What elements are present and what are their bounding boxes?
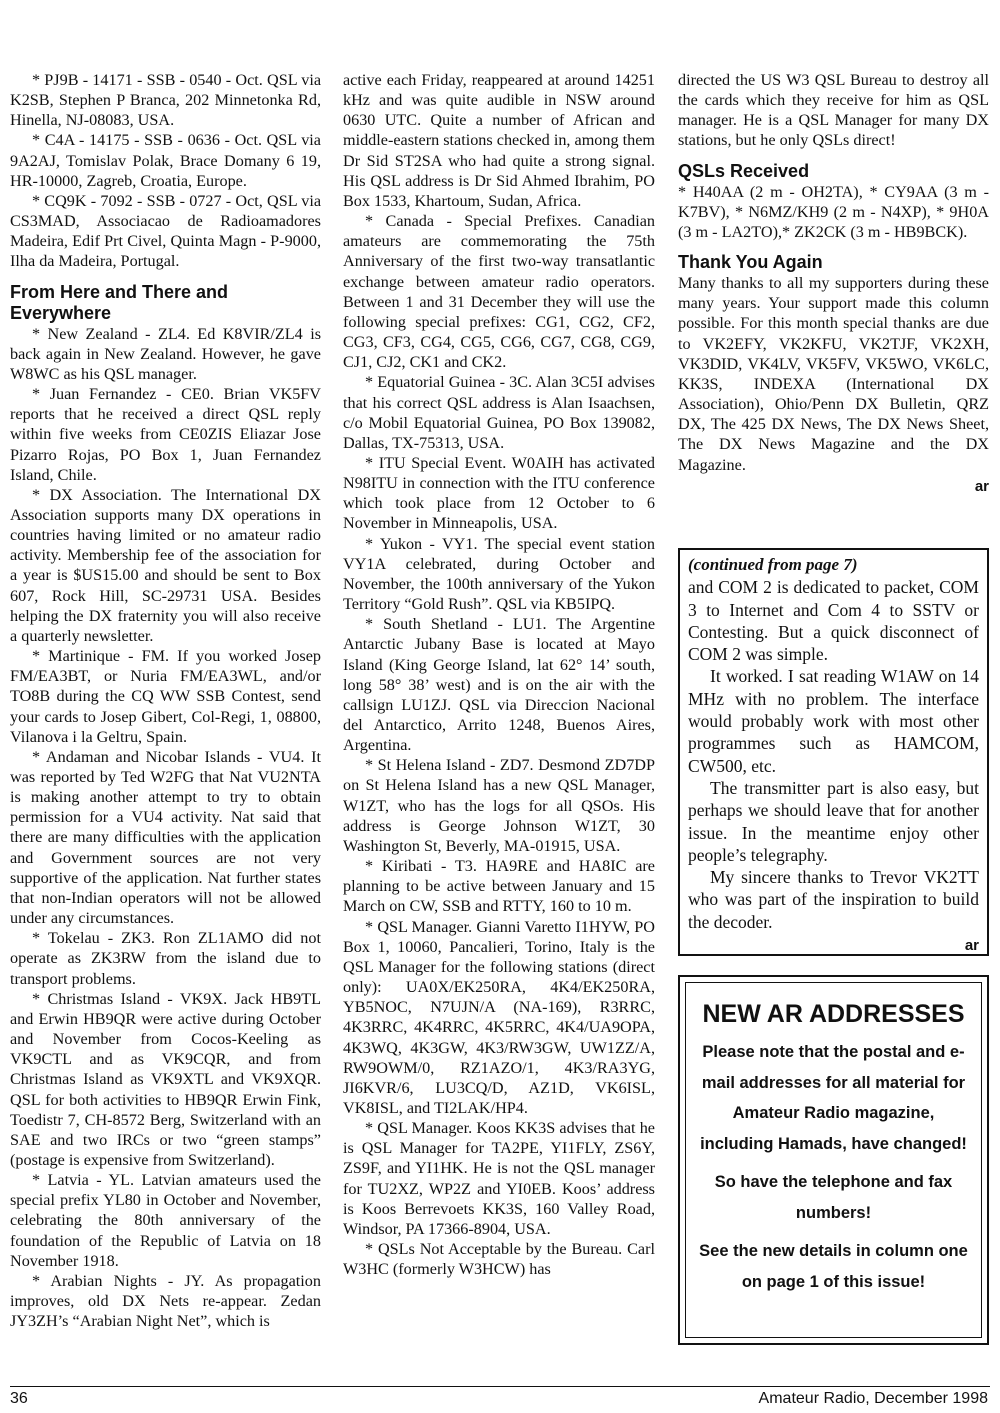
news-south-shetland: * South Shetland - LU1. The Argentine Antarctic Jubany Base is located at Mayo Island (King George Island, lat 62° 14’ south, long 58° 38’ west) and is on the air with the callsign LU1ZJ. QSL via Direccion Nacional del Antarctico, Arrito 1248, Buenos Aires, Argentina. <box>343 615 655 755</box>
column-three <box>678 70 989 497</box>
notice-message-3: See the new details in column one on page 1 of this issue! <box>699 1242 968 1291</box>
column-one <box>10 70 321 1331</box>
qsl-bureau-continued: directed the US W3 QSL Bureau to destroy all the cards which they receive for him as QSL manager. He is a QSL Manager for many DX stations, but he only QSLs direct! <box>678 71 989 150</box>
page-number: 36 <box>10 1390 28 1407</box>
notice-message-2: So have the telephone and fax numbers! <box>714 1173 953 1222</box>
notice-message-1: Please note that the postal and e-mail addresses for all material for Amateur Radio magazine, including Hamads, have changed! <box>700 1043 967 1153</box>
continued-para-2: It worked. I sat reading W1AW on 14 MHz with no problem. The interface would probably work with most other programmes such as HAMCOM, CW500, etc. <box>688 666 979 776</box>
qsl-item-pj9b: * PJ9B - 14171 - SSB - 0540 - Oct. QSL via K2SB, Stephen P Branca, 202 Minnetonka Rd, Hinella, NJ-08083, USA. <box>10 71 321 130</box>
news-itu-special-event: * ITU Special Event. W0AIH has activated N98ITU in connection with the ITU conference which took place from 12 October to 6 November in Minneapolis, USA. <box>343 453 655 533</box>
news-st-helena: * St Helena Island - ZD7. Desmond ZD7DP on St Helena Island has a new QSL Manager, W1ZT, who has the logs for all QSOs. His address is George Johnson W1ZT, 30 Washington St, Beverly, MA-01915, USA. <box>343 756 655 855</box>
continued-from-label: (continued from page 7) <box>688 555 858 574</box>
news-kiribati: * Kiribati - T3. HA9RE and HA8IC are planning to be active between January and 15 March on CW, SSB and RTTY, 160 to 10 m. <box>343 857 655 916</box>
news-tokelau: * Tokelau - ZK3. Ron ZL1AMO did not operate as ZK3RW from the island due to transport problems. <box>10 929 321 988</box>
news-arabian-nights: * Arabian Nights - JY. As propagation improves, old DX Nets re-appear. Zedan JY3ZH’s “Arabian Night Net”, which is <box>10 1271 321 1331</box>
section-heading-qsls-received: QSLs Received <box>678 160 810 181</box>
footer-divider <box>10 1386 990 1387</box>
continued-signature: ar <box>964 937 979 955</box>
news-andaman-nicobar: * Andaman and Nicobar Islands - VU4. It was reported by Ted W2FG that Nat VU2NTA is making another attempt to try to obtain permission for a VU4 activity. Nat said that there are many difficulties with the application and Government sources are not very supportive of the application. Nat further states that non-Indian operators will not be allowed under any circumstances. <box>10 747 321 928</box>
continued-box <box>678 548 989 956</box>
qsl-item-cq9k: * CQ9K - 7092 - SSB - 0727 - Oct, QSL via CS3MAD, Associacao de Radioamadores Madeira, Edif Prt Civel, Quinta Magn - P-9000, Ilha da Madeira, Portugal. <box>10 191 321 271</box>
thank-you-text: Many thanks to all my supporters during these many years. Your support made this column possible. For this month special thanks are due to VK2EFY, VK2KFU, VK2TJF, VK2XH, VK3DID, VK4LV, VK5FV, VK5WO, VK6LC, KK3S, INDEXA (International DX Association), Ohio/Penn DX Bulletin, QRZ DX, The 425 DX News, The DX News Sheet, The DX News Magazine and the DX Magazine. <box>678 274 989 474</box>
continued-para-4: My sincere thanks to Trevor VK2TT who was part of the inspiration to build the decoder. <box>688 867 979 932</box>
news-equatorial-guinea: * Equatorial Guinea - 3C. Alan 3C5I advises that his correct QSL address is Alan Isaachsen, c/o Mobil Equatorial Guinea, PO Box 139082, Dallas, TX-75313, USA. <box>343 373 655 452</box>
continued-para-3: The transmitter part is also easy, but perhaps we should leave that for another issue. In the meantime enjoy other people’s telegraphy. <box>688 777 979 865</box>
qsl-item-c4a: * C4A - 14175 - SSB - 0636 - Oct. QSL via 9A2AJ, Tomislav Polak, Brace Domany 6 19, HR-10000, Zagreb, Croatia, Europe. <box>10 131 321 190</box>
news-qsls-not-acceptable: * QSLs Not Acceptable by the Bureau. Carl W3HC (formerly W3HCW) has <box>343 1240 655 1279</box>
publication-info: Amateur Radio, December 1998 <box>758 1390 988 1407</box>
news-dx-association: * DX Association. The International DX Association supports many DX operations in countries having limited or no amateur radio activity. Membership fee of the association for a year is $US15.00 and should be sent to Box 607, Rock Hill, SC-29731 USA. Besides helping the DX fraternity you will also receive a quarterly newsletter. <box>10 485 321 645</box>
news-martinique: * Martinique - FM. If you worked Josep FM/EA3BT, or Nuria FM/EA3WL, and/or TO8B during the CQ WW SSB Contest, send your cards to Josep Gibert, Col-Regi, 1, 08800, Vilanova i la Geltru, Spain. <box>10 647 321 746</box>
section-heading-thank-you: Thank You Again <box>678 252 823 273</box>
news-qsl-manager-i1hyw: * QSL Manager. Gianni Varetto I1HYW, PO Box 1, 10060, Pancalieri, Torino, Italy is the QSL Manager for the following stations (direct only): UA0X/EK250RA, 4K4/EK250RA, YB5NOC, N7UJN/A (NA-169), R3RRC, 4K3RRC, 4K4RRC, 4K5RRC, 4K4/UA9OPA, 4K3WQ, 4K3GW, 4K3/RW3GW, UW1ZZ/A, RW9OWM/0, RZ1AZO/1, 4K3/RA3YG, JI6KVR/6, LU3CQ/D, AZ1D, VK6ISL, VK8ISL, and TI2LAK/HP4. <box>343 917 655 1117</box>
new-addresses-notice <box>678 975 989 1345</box>
column-two <box>343 70 655 1279</box>
news-qsl-manager-kk3s: * QSL Manager. Koos KK3S advises that he is QSL Manager for TA2PE, YI1FLY, ZS6Y, ZS9F, and YI1HK. He is not the QSL manager for TU2XZ, WP2Z and YI0EB. Koos’ address is Koos Berrevoets KK3S, 160 Valley Road, Windsor, PA 17366-8904, USA. <box>343 1119 655 1238</box>
notice-title: NEW AR ADDRESSES <box>702 1000 965 1028</box>
continued-para-1: and COM 2 is dedicated to packet, COM 3 to Internet and Com 4 to SSTV or Contesting. But a quick disconnect of COM 2 was simple. <box>688 577 979 665</box>
news-new-zealand: * New Zealand - ZL4. Ed K8VIR/ZL4 is back again in New Zealand. However, he gave W8WC as his QSL manager. <box>10 324 321 383</box>
news-yukon: * Yukon - VY1. The special event station VY1A celebrated, during October and November, the 100th anniversary of the Yukon Territory “Gold Rush”. QSL via KB5IPQ. <box>343 534 655 614</box>
news-latvia: * Latvia - YL. Latvian amateurs used the special prefix YL80 in October and November, celebrating the 80th anniversary of the foundation of the Republic of Latvia on 18 November 1918. <box>10 1171 321 1270</box>
qsls-received-list: * H40AA (2 m - OH2TA), * CY9AA (3 m - K7BV), * N6MZ/KH9 (2 m - N4XP), * 9H0A (3 m - LA2TO),* ZK2CK (3 m - HB9BCK). <box>678 182 989 241</box>
news-canada-prefixes: * Canada - Special Prefixes. Canadian amateurs are commemorating the 75th Anniversary of the first two-way transatlantic exchange between amateur radio operators. Between 1 and 31 December they will use the following special prefixes: CG1, CG2, CF2, CG3, CF3, CG4, CG5, CG6, CG7, CG8, CG9, CJ1, CJ2, CK1 and CK2. <box>343 212 655 372</box>
section-heading-here-and-there: From Here and There and Everywhere <box>10 281 229 323</box>
news-juan-fernandez: * Juan Fernandez - CE0. Brian VK5FV reports that he received a direct QSL reply within five weeks from CE0ZIS Eliazar Jose Pizarro Rojas, PO Box 1, Juan Fernandez Island, Chile. <box>10 385 321 484</box>
author-signature: ar <box>974 477 989 495</box>
news-christmas-island: * Christmas Island - VK9X. Jack HB9TL and Erwin HB9QR were active during October and November from Cocos-Keeling as VK9CTL and as VK9CQR, and from Christmas Island as VK9XTL and VK9XQR. QSL for both activities to HB9QR Erwin Fink, Toedistr 7, CH-8572 Berg, Switzerland with an SAE and two IRCs or two “green stamps” (postage is expensive from Switzerland). <box>10 989 321 1169</box>
news-arabian-nights-continued: active each Friday, reappeared at around 14251 kHz and was quite audible in NSW around 0630 UTC. Quite a number of African and middle-eastern stations checked in, among them Dr Sid ST2SA who had quite a strong signal. His QSL address is Dr Sid Ahmed Ibrahim, PO Box 1533, Khartoum, Sudan, Africa. <box>343 71 655 210</box>
